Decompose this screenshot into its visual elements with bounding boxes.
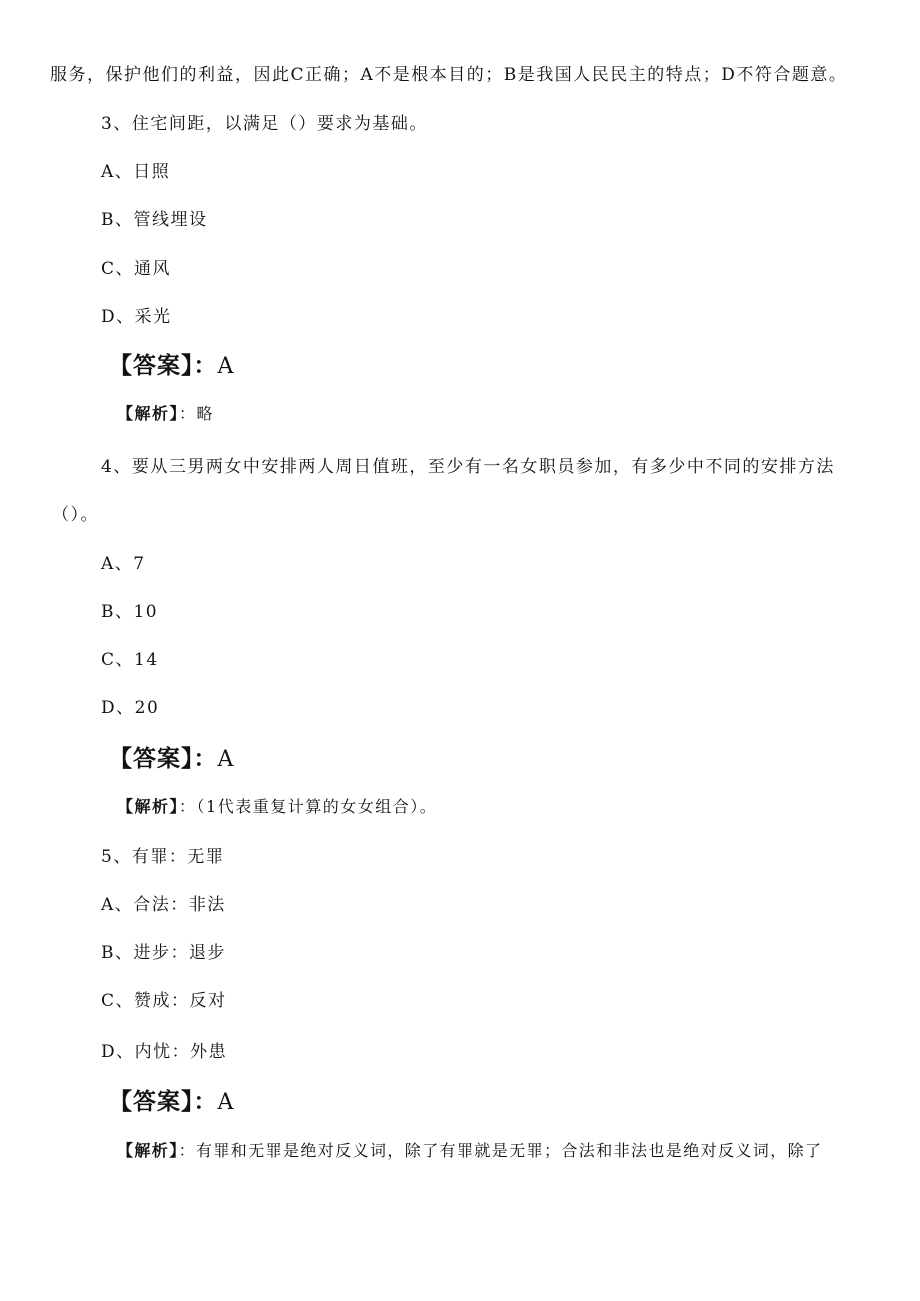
question-5-option-b: B、进步：退步 (101, 943, 226, 963)
question-5-option-c: C、赞成：反对 (101, 991, 227, 1011)
question-4-option-c: C、14 (101, 650, 159, 670)
question-4-option-b: B、10 (101, 602, 159, 622)
answer-value: A (217, 1090, 235, 1115)
question-3-option-b: B、管线埋设 (101, 210, 208, 230)
question-3-stem: 3、住宅间距，以满足（）要求为基础。 (101, 114, 428, 134)
question-4-analysis (117, 794, 437, 817)
intro-text: 服务，保护他们的利益，因此C正确；A不是根本目的；B是我国人民民主的特点；D不符合题意。 (50, 65, 848, 85)
question-3-option-c: C、通风 (101, 259, 172, 279)
question-4-option-d: D、20 (101, 698, 160, 718)
question-5-analysis (117, 1138, 822, 1161)
question-5-option-a: A、合法：非法 (101, 895, 226, 915)
answer-label: 【答案】： (109, 1089, 218, 1115)
analysis-text: ：有罪和无罪是绝对反义词，除了有罪就是无罪；合法和非法也是绝对反义词，除了 (178, 1141, 823, 1160)
question-3-option-a: A、日照 (101, 162, 171, 182)
answer-value: A (217, 747, 235, 772)
analysis-label: 【解析】 (117, 1141, 179, 1160)
answer-label: 【答案】： (109, 353, 218, 379)
question-5-answer (109, 1083, 234, 1116)
question-4-stem-line-2: （）。 (52, 505, 99, 525)
question-3-answer (109, 347, 234, 380)
answer-label: 【答案】： (109, 746, 218, 772)
question-4-option-a: A、7 (101, 554, 146, 574)
answer-value: A (217, 354, 235, 379)
question-5-option-d: D、内忧：外患 (101, 1042, 228, 1062)
analysis-text: ：略 (179, 404, 215, 423)
question-3-analysis (117, 401, 214, 424)
analysis-label: 【解析】 (117, 404, 180, 423)
question-4-answer (109, 740, 234, 773)
analysis-label: 【解析】 (117, 797, 180, 816)
question-5-stem: 5、有罪：无罪 (101, 847, 225, 867)
question-3-option-d: D、采光 (101, 307, 172, 327)
analysis-text: ：（1代表重复计算的女女组合）。 (179, 797, 438, 816)
question-4-stem-line-1: 4、要从三男两女中安排两人周日值班，至少有一名女职员参加，有多少中不同的安排方法 (101, 457, 835, 477)
